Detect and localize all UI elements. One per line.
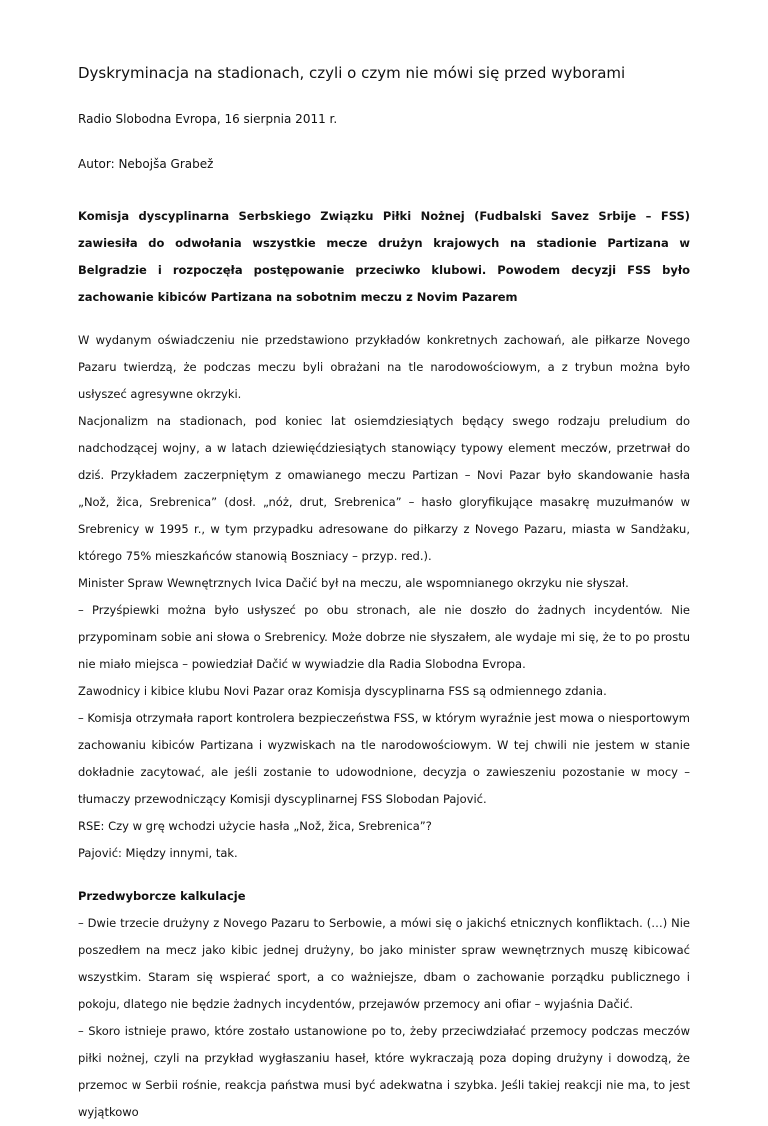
paragraph-4: – Przyśpiewki można było usłyszeć po obu stronach, ale nie doszło do żadnych incydentów. Nie przypominam sobie ani słowa o Srebrenicy. Może dobrze nie słyszałem, ale wydaje mi się, że to po prostu nie miało miejsca – powiedział Dačić w wywiadzie dla Radia Slobodna Evropa.: [78, 602, 690, 671]
section-heading: Przedwyborcze kalkulacje: [78, 888, 246, 903]
paragraph-5: Zawodnicy i kibice klubu Novi Pazar oraz Komisja dyscyplinarna FSS są odmiennego zdania.: [78, 683, 607, 698]
document-title: Dyskryminacja na stadionach, czyli o czym nie mówi się przed wyborami: [78, 64, 626, 82]
section-paragraph-1: – Dwie trzecie drużyny z Novego Pazaru to Serbowie, a mówi się o jakichś etnicznych konfliktach. (…) Nie poszedłem na mecz jako kibic jednej drużyny, bo jako minister spraw wewnętrznych muszę kibicować wszystkim. Staram się wspierać sport, a co ważniejsze, dbam o zachowanie porządku publicznego i pokoju, dlatego nie będzie żadnych incydentów, przejawów przemocy ani ofiar – wyjaśnia Dačić.: [78, 915, 690, 1011]
source-line: Radio Slobodna Evropa, 16 sierpnia 2011 r.: [78, 111, 338, 126]
paragraph-2: Nacjonalizm na stadionach, pod koniec lat osiemdziesiątych będący swego rodzaju preludium do nadchodzącej wojny, a w latach dziewięćdziesiątych stanowiący typowy element meczów, przetrwał do dziś. Przykładem zaczerpniętym z omawianego meczu Partizan – Novi Pazar było skandowanie hasła „Nož, žica, Srebrenica” (dosł. „nóż, drut, Srebrenica” – hasło gloryfikujące masakrę muzułmanów w Srebrenicy w 1995 r., w tym przypadku adresowane do piłkarzy z Novego Pazaru, miasta w Sandżaku, którego 75% mieszkańców stanowią Boszniacy – przyp. red.).: [78, 413, 690, 563]
paragraph-3: Minister Spraw Wewnętrznych Ivica Dačić był na meczu, ale wspomnianego okrzyku nie słyszał.: [78, 575, 629, 590]
paragraph-8: Pajović: Między innymi, tak.: [78, 845, 238, 860]
paragraph-1: W wydanym oświadczeniu nie przedstawiono przykładów konkretnych zachowań, ale piłkarze Novego Pazaru twierdzą, że podczas meczu byli obrażani na tle narodowościowym, a z trybun można było usłyszeć agresywne okrzyki.: [78, 332, 690, 401]
author-line: Autor: Nebojša Grabež: [78, 157, 214, 172]
paragraph-6: – Komisja otrzymała raport kontrolera bezpieczeństwa FSS, w którym wyraźnie jest mowa o niesportowym zachowaniu kibiców Partizana i wyzwiskach na tle narodowościowym. W tej chwili nie jestem w stanie dokładnie zacytować, ale jeśli zostanie to udowodnione, decyzja o zawieszeniu pozostanie w mocy – tłumaczy przewodniczący Komisji dyscyplinarnej FSS Slobodan Pajović.: [78, 710, 690, 806]
paragraph-7: RSE: Czy w grę wchodzi użycie hasła „Nož, žica, Srebrenica”?: [78, 818, 432, 833]
lead-paragraph: Komisja dyscyplinarna Serbskiego Związku Piłki Nożnej (Fudbalski Savez Srbije – FSS) zawiesiła do odwołania wszystkie mecze drużyn krajowych na stadionie Partizana w Belgradzie i rozpoczęła postępowanie przeciwko klubowi. Powodem decyzji FSS było zachowanie kibiców Partizana na sobotnim meczu z Novim Pazarem: [78, 208, 690, 304]
section-paragraph-2: – Skoro istnieje prawo, które zostało ustanowione po to, żeby przeciwdziałać przemocy podczas meczów piłki nożnej, czyli na przykład wygłaszaniu haseł, które wykraczają poza doping drużyny i dowodzą, że przemoc w Serbii rośnie, reakcja państwa musi być adekwatna i szybka. Jeśli takiej reakcji nie ma, to jest wyjątkowo: [78, 1023, 690, 1119]
